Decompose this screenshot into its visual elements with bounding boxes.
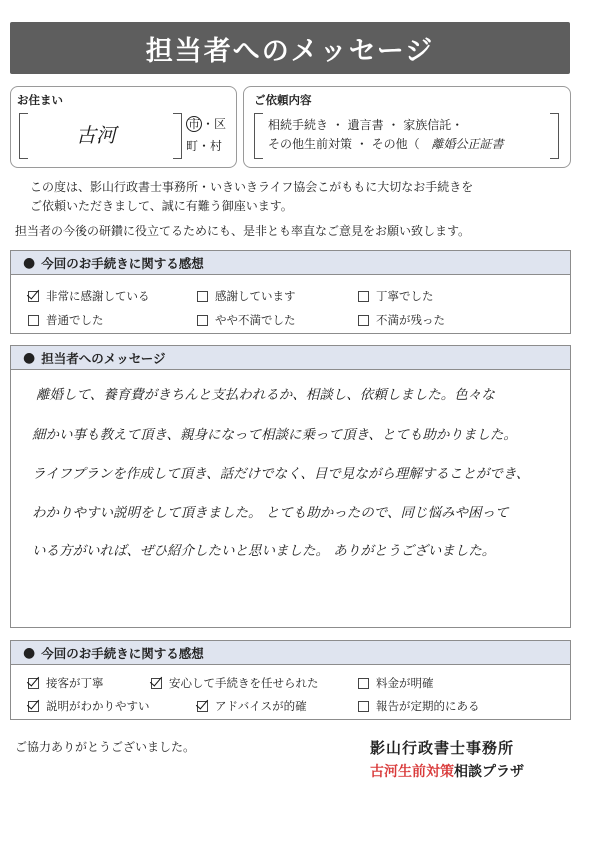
impression-1-item-4[interactable] <box>197 312 296 328</box>
impression-1-title: 今回のお手続きに関する感想 <box>41 255 204 271</box>
option-shi: 市 <box>188 117 201 131</box>
message-line-4: わかりやすい説明をして頂きました。 とても助かったので、同じ悩みや困って <box>32 505 509 521</box>
checkbox-checked[interactable] <box>197 701 208 712</box>
option-dot-2: ・ <box>198 139 211 153</box>
message-line-2: 細かい事も教えて頂き、親身になって相談に乗って頂き、とても助かりました。 <box>32 427 517 443</box>
impression-1-item-1[interactable] <box>197 288 296 304</box>
checkbox-label: 説明がわかりやすい <box>46 699 150 713</box>
impression-2-title: 今回のお手続きに関する感想 <box>41 645 204 661</box>
checkbox-label: 丁寧でした <box>376 289 434 303</box>
checkbox-label: 接客が丁寧 <box>46 676 104 690</box>
checkbox[interactable] <box>358 291 369 302</box>
request-label: ご依頼内容 <box>254 93 312 107</box>
impression-1-item-2[interactable] <box>358 288 434 304</box>
intro-line-1: この度は、影山行政書士事務所・いきいきライフ協会こがももに大切なお手続きを <box>30 180 474 194</box>
footer-thanks: ご協力ありがとうございました。 <box>15 740 196 754</box>
intro-line-2: ご依頼いただきまして、誠に有難う御座います。 <box>30 199 293 213</box>
impression-2-body <box>10 664 571 720</box>
message-body <box>10 369 571 628</box>
impression-1-item-0[interactable] <box>28 288 150 304</box>
impression-1-header <box>10 250 571 274</box>
address-options <box>186 115 226 155</box>
office-name: 影山行政書士事務所 <box>370 739 515 757</box>
impression-1-body <box>10 274 571 334</box>
option-mura: 村 <box>210 139 223 153</box>
checkbox-label: 普通でした <box>46 313 104 327</box>
checkbox-checked[interactable] <box>28 291 39 302</box>
checkbox-label: 非常に感謝している <box>46 289 150 303</box>
impression-2-bullet: ● <box>23 644 36 661</box>
checkbox[interactable] <box>28 315 39 326</box>
page-title: 担当者へのメッセージ <box>145 35 435 67</box>
option-dot-1: ・ <box>202 117 215 131</box>
option-ku: 区 <box>214 117 227 131</box>
address-value: 古河 <box>76 123 116 147</box>
message-line-3: ライフプランを作成して頂き、話だけでなく、目で見ながら理解することができ、 <box>32 466 530 482</box>
impression-2-header <box>10 640 571 664</box>
request-line-2 <box>268 135 503 152</box>
checkbox-label: やや不満でした <box>215 313 296 327</box>
checkbox-checked[interactable] <box>28 701 39 712</box>
address-label: お住まい <box>17 93 63 107</box>
address-box <box>10 86 237 168</box>
impression-1-item-5[interactable] <box>358 312 445 328</box>
checkbox-label: 感謝しています <box>215 289 296 303</box>
checkbox-label: 安心して手続きを任せられた <box>169 676 319 690</box>
request-other-value: 離婚公正証書 <box>431 137 504 151</box>
impression-2-item-3[interactable] <box>28 698 150 714</box>
plaza-name <box>370 761 524 781</box>
checkbox[interactable] <box>197 315 208 326</box>
checkbox[interactable] <box>197 291 208 302</box>
message-bullet: ● <box>23 349 36 366</box>
checkbox-label: アドバイスが的確 <box>215 699 307 713</box>
impression-2-item-5[interactable] <box>358 698 480 714</box>
request-box <box>243 86 571 168</box>
intro-line-3: 担当者の今後の研鑽に役立てるためにも、是非とも率直なご意見をお願い致します。 <box>15 224 471 238</box>
impression-2-item-0[interactable] <box>28 675 104 691</box>
checkbox-checked[interactable] <box>151 678 162 689</box>
checkbox[interactable] <box>358 315 369 326</box>
request-bracket-left <box>254 113 263 159</box>
impression-2-item-2[interactable] <box>358 675 434 691</box>
address-bracket-right <box>173 113 182 159</box>
checkbox-label: 報告が定期的にある <box>376 699 480 713</box>
request-line-1: 相続手続き ・ 遺言書 ・ 家族信託・ <box>268 118 464 132</box>
message-title: 担当者へのメッセージ <box>41 350 166 366</box>
impression-2-item-4[interactable] <box>197 698 307 714</box>
plaza-name-red: 古河生前対策 <box>370 764 454 780</box>
checkbox-label: 不満が残った <box>376 313 445 327</box>
request-line-2-text: その他生前対策 ・ その他（ <box>268 137 420 151</box>
checkbox-label: 料金が明確 <box>376 676 434 690</box>
message-line-1: 離婚して、養育費がきちんと支払われるか、相談し、依頼しました。色々な <box>36 387 495 403</box>
impression-2-item-1[interactable] <box>151 675 319 691</box>
message-line-5: いる方がいれば、ぜひ紹介したいと思いました。 ありがとうございました。 <box>32 543 496 559</box>
checkbox[interactable] <box>358 701 369 712</box>
option-machi: 町 <box>186 139 199 153</box>
checkbox[interactable] <box>358 678 369 689</box>
message-header <box>10 345 571 369</box>
impression-1-item-3[interactable] <box>28 312 104 328</box>
address-bracket-left <box>19 113 28 159</box>
page-header <box>10 22 570 74</box>
request-bracket-right <box>550 113 559 159</box>
plaza-name-black: 相談プラザ <box>454 764 524 780</box>
impression-1-bullet: ● <box>23 254 36 271</box>
checkbox-checked[interactable] <box>28 678 39 689</box>
